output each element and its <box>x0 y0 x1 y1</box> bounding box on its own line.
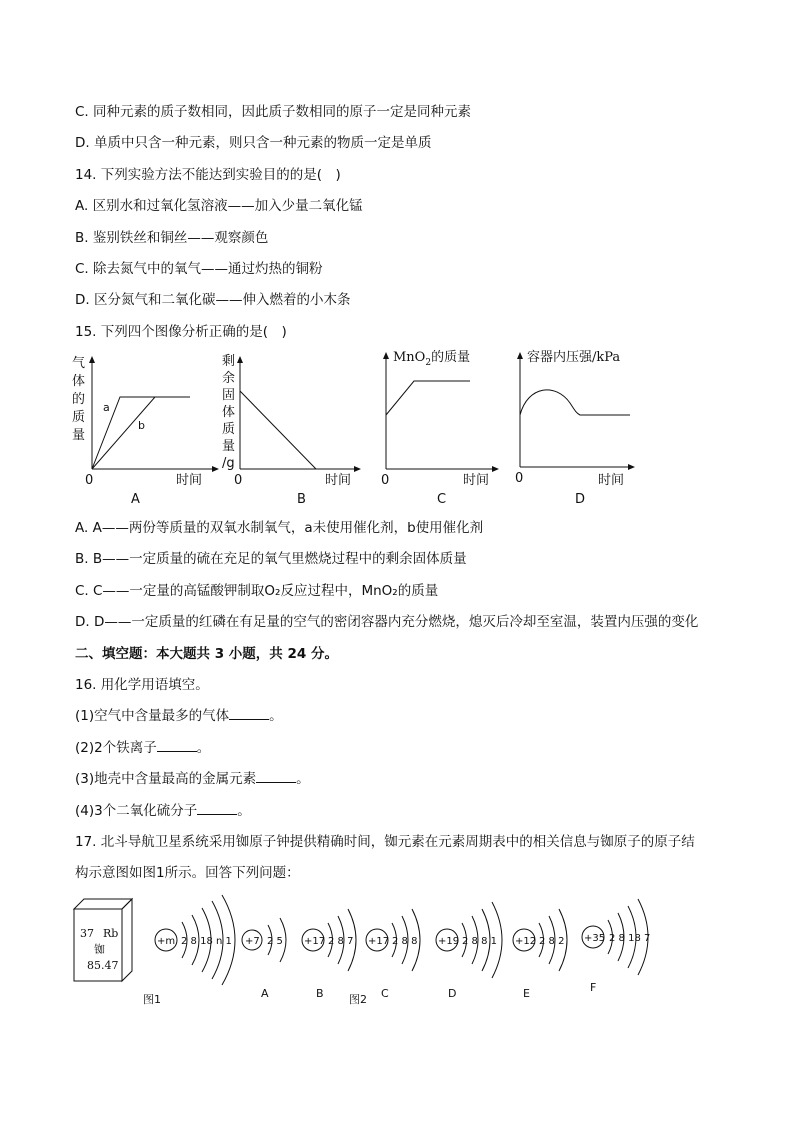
q13-option-d: D. 单质中只含一种元素，则只含一种元素的物质一定是单质 <box>75 135 432 151</box>
graph-a-origin: 0 <box>85 473 94 488</box>
graph-d-origin: 0 <box>515 471 524 486</box>
svg-text:+12: +12 <box>515 936 537 947</box>
graph-a-line-b <box>92 397 155 469</box>
graph-b-ylabel <box>222 354 235 471</box>
q15-option-c: C. C——一定量的高锰酸钾制取O₂反应过程中，MnO₂的质量 <box>75 583 439 599</box>
graph-d-xlabel: 时间 <box>598 473 625 488</box>
svg-text:+19: +19 <box>438 936 460 947</box>
svg-text:2 5: 2 5 <box>267 936 283 947</box>
svg-text:剩: 剩 <box>222 354 236 369</box>
svg-text:2 8 8: 2 8 8 <box>392 936 418 947</box>
fig1-caption: 图1 <box>143 993 161 1006</box>
element-card-rb <box>74 899 161 1006</box>
graph-b-origin: 0 <box>234 473 243 488</box>
q15-stem: 15. 下列四个图像分析正确的是( ) <box>75 324 287 340</box>
graph-a-caption: A <box>131 492 140 507</box>
q15-option-b: B. B——一定质量的硫在充足的氧气里燃烧过程中的剩余固体质量 <box>75 551 467 567</box>
atom-diagram-rb <box>155 895 235 985</box>
atom-b-label: B <box>316 987 324 1000</box>
graph-a-label-b: b <box>138 419 145 432</box>
svg-text:+m: +m <box>157 936 176 947</box>
answer-blank[interactable] <box>157 739 197 752</box>
q16-stem: 16. 用化学用语填空。 <box>75 677 209 693</box>
svg-text:体: 体 <box>72 374 86 389</box>
graph-c <box>381 350 498 507</box>
q17-stem-line1: 17. 北斗导航卫星系统采用铷原子钟提供精确时间，铷元素在元素周期表中的相关信息与铷原子的原子结 <box>75 834 695 850</box>
graph-a-label-a: a <box>103 401 110 414</box>
q14-option-d: D. 区分氮气和二氧化碳——伸入燃着的小木条 <box>75 292 351 308</box>
atom-e-label: E <box>523 987 530 1000</box>
graph-a <box>72 356 218 507</box>
svg-text:2 8 2: 2 8 2 <box>539 936 565 947</box>
svg-text:+35: +35 <box>584 933 606 944</box>
graph-c-line <box>386 381 470 415</box>
answer-blank[interactable] <box>256 770 296 783</box>
graph-c-xlabel: 时间 <box>463 473 490 488</box>
svg-text:固: 固 <box>222 388 236 403</box>
svg-text:2 8 8 1: 2 8 8 1 <box>462 936 497 947</box>
q17-stem-line2: 构示意图如图1所示。回答下列问题： <box>75 865 300 881</box>
atom-diagram-e <box>513 909 567 1000</box>
svg-text:质: 质 <box>222 422 236 437</box>
svg-text:气: 气 <box>72 356 86 371</box>
svg-text:2 8 18 7: 2 8 18 7 <box>609 933 651 944</box>
q14-option-a: A. 区别水和过氧化氢溶液——加入少量二氧化锰 <box>75 198 363 214</box>
svg-text:量: 量 <box>72 428 86 443</box>
atom-f-label: F <box>590 981 597 994</box>
graph-b <box>222 354 360 507</box>
graph-b-xlabel: 时间 <box>325 473 352 488</box>
q14-stem: 14. 下列实验方法不能达到实验目的的是( ) <box>75 167 341 183</box>
q14-option-b: B. 鉴别铁丝和铜丝——观察颜色 <box>75 230 269 246</box>
atom-d-label: D <box>448 987 457 1000</box>
atom-diagram-b <box>302 909 356 1000</box>
answer-blank[interactable] <box>229 707 269 720</box>
atomic-number: 37 <box>80 927 94 940</box>
svg-text:量: 量 <box>222 439 236 454</box>
graph-d-caption: D <box>575 492 586 507</box>
atom-diagram-f <box>582 899 650 994</box>
atomic-mass: 85.47 <box>87 959 119 972</box>
svg-text:余: 余 <box>222 371 236 386</box>
svg-text:+7: +7 <box>245 936 260 947</box>
q13-option-c: C. 同种元素的质子数相同，因此质子数相同的原子一定是同种元素 <box>75 104 472 120</box>
q16-item-4: (4)3个二氧化硫分子 。 <box>75 803 251 819</box>
q16-item-2: (2)2个铁离子 。 <box>75 740 211 756</box>
section-heading: 二、填空题：本大题共 3 小题，共 24 分。 <box>75 646 338 662</box>
q16-item-1: (1)空气中含量最多的气体 。 <box>75 708 283 724</box>
graph-d <box>515 349 634 507</box>
svg-text:/g: /g <box>222 456 235 471</box>
q16-item-3: (3)地壳中含量最高的金属元素 。 <box>75 771 310 787</box>
graph-a-xlabel: 时间 <box>176 473 203 488</box>
atom-diagram-d <box>436 902 502 1000</box>
atom-diagram-a <box>242 918 286 1000</box>
graph-b-caption: B <box>297 492 306 507</box>
svg-text:质: 质 <box>72 410 86 425</box>
svg-text:+17: +17 <box>304 936 326 947</box>
svg-text:+17: +17 <box>368 936 390 947</box>
svg-text:2 8 7: 2 8 7 <box>328 936 354 947</box>
q15-graphs <box>0 345 794 515</box>
graph-c-caption: C <box>437 492 447 507</box>
graph-a-ylabel <box>72 356 85 443</box>
q15-option-a: A. A——两份等质量的双氧水制氧气，a未使用催化剂，b使用催化剂 <box>75 520 484 536</box>
graph-b-line <box>240 391 316 469</box>
svg-text:的: 的 <box>72 392 86 407</box>
svg-text:2 8 18 n 1: 2 8 18 n 1 <box>181 936 232 947</box>
atom-diagram-c <box>349 909 420 1006</box>
graph-c-origin: 0 <box>381 473 390 488</box>
element-symbol: Rb <box>103 927 119 940</box>
answer-blank[interactable] <box>197 802 237 815</box>
atom-a-label: A <box>261 987 269 1000</box>
q15-option-d: D. D——一定质量的红磷在有足量的空气的密闭容器内充分燃烧，熄灭后冷却至室温，装置内压强的变化 <box>75 614 699 630</box>
graph-d-ylabel: 容器内压强/kPa <box>527 350 621 365</box>
atom-c-label: C <box>381 987 389 1000</box>
fig2-caption: 图2 <box>349 993 367 1006</box>
q14-option-c: C. 除去氮气中的氧气——通过灼热的铜粉 <box>75 261 323 277</box>
q17-figures <box>0 885 794 1015</box>
graph-d-curve <box>520 390 630 415</box>
graph-c-ylabel: MnO$_2$的质量 <box>393 350 471 368</box>
svg-text:体: 体 <box>222 405 236 420</box>
element-name: 铷 <box>94 943 105 956</box>
